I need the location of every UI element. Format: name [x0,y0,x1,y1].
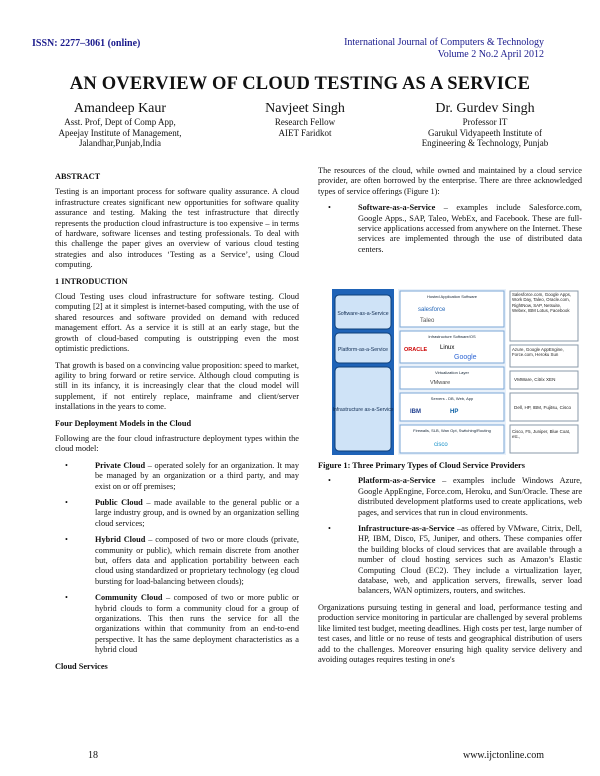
author-3 [390,100,580,149]
list-item: • Private Cloud – operated solely for an organization. It may be managed by an organization or a third party, and may exist on or off premises; [65,460,300,491]
tier-label: Firewalls, SLB, Wan Opt, Switching/Routing [413,428,491,433]
left-column [55,172,299,677]
layer-iaas-label: Infrastructure as-a-Service [332,407,394,413]
iaas-vendors-virtualization: VMWare, Citrix XEN [514,377,556,382]
logo-linux: Linux [440,345,455,351]
logo-salesforce: salesforce [418,307,446,313]
author-1 [30,100,210,149]
list-term: Platform-as-a-Service [358,476,436,486]
abstract-text: Testing is an important process for software quality assurance. A cloud infrastructure creates significant new opportunities for software quality assurance and testing. Making the test infrastructure that directly represents the production cloud infrastructure is too expensive – in terms of hardware, software licenses and testing professionals. To deal with this challenge the paper gives an overview of various cloud testing strategies and also introduces ‘Testing as a Service’, using Cloud computing. [55,187,299,270]
author-affiliation: Research Fellow [274,117,336,127]
abstract-heading: ABSTRACT [55,172,101,181]
logo-vmware: VMware [430,380,451,386]
logo-cisco: cisco [434,442,448,448]
logo-hp: HP [450,409,459,415]
author-affiliation: Apeejay Institute of Management, [58,127,182,138]
right-column-bottom [318,461,582,671]
tier-label: Infrastructure Software/OS [428,334,476,339]
author-name: Dr. Gurdev Singh [435,101,535,116]
author-affiliation: Asst. Prof, Dept of Comp App, [64,117,176,127]
list-term: Software-as-a-Service [358,203,436,213]
iaas-vendors-servers: Dell, HP, IBM, Fujitsu, Cisco [514,405,572,410]
paper-title: AN OVERVIEW OF CLOUD TESTING AS A SERVICE [69,74,531,94]
list-item: • Community Cloud – composed of two or more public or hybrid clouds to form a community cloud for a group of organizations. This then runs the service for all the organizations within that community from an end-to-end perspective. It has the same deployment characteristics as a hybrid cloud [65,593,299,655]
logo-oracle: ORACLE [404,347,428,353]
deployment-intro: Following are the four cloud infrastructure deployment types within the cloud model: [55,433,299,454]
layer-paas-label: Platform-as-a-Service [337,347,389,353]
list-item: • Public Cloud – made available to the general public or a large industry group, and is owned by an organization selling cloud services; [65,497,300,528]
author-affiliation: Garukul Vidyapeeth Institute of [427,127,543,138]
page-number: 18 [88,750,98,761]
author-2 [230,100,380,138]
tier-label: Virtualization Layer [435,370,469,375]
saas-list [318,203,582,255]
layer-saas-label: Software-as-a-Service [337,311,389,317]
iaas-vendors-network: Cisco, F5, Juniper, Blue Coat, etc., [512,429,571,440]
list-text: – examples include Windows Azure, Google AppEngine, Force.com, Heroku, and Sun/Oracle. These are distributed development platforms used to create applications, web pages, and services that run in cloud environments. [358,476,582,517]
list-text: – composed of two or more public or hybrid clouds to form a community cloud for a group of organizations. This then runs the service for all the organizations within that community from an end-to-end perspective. It has the same deployment characteristics as a hybrid cloud [95,593,299,655]
testing-challenges-paragraph: Organizations pursuing testing in general and load, performance testing and production service monitoring in particular are challenged by several problems like limited test budget, meeting deadlines. High costs per test, large number of test cases, and little or no reuse of tests and geographical distribution of users add to the challenges. Moreover ensuring high quality service delivery and avoiding outages requires testing in one's [318,602,582,664]
journal-name: International Journal of Computers & Technology [344,37,544,48]
list-item: • Hybrid Cloud – composed of two or more clouds (private, community or public), which remain discrete from another but, offers data and application portability between each cloud using standardized or proprietary technology (eg cloud bursting for load-balancing between clouds); [65,535,299,586]
list-term: Community Cloud [95,593,163,603]
list-term: Public Cloud [95,497,143,507]
list-item: • Software-as-a-Service – examples include Salesforce.com, Google Apps., SAP, Taleo, WebEx, and Facebook. These are full-service applications accessed from anywhere on the Internet. These services are implemented through the use of distributed data centers. [328,203,582,254]
saas-vendors: Salesforce.com, Google Apps, Work Day, Taleo, Oracle.com, RightNow, SAP, Netsuite, Webex, IBM Lotus, Facebook [512,292,572,313]
author-affiliation: AIET Faridkot [278,127,332,138]
list-term: Private Cloud [95,460,146,470]
tier-label: Servers - DB, Web, App [430,396,474,401]
list-item: • Infrastructure-as-a-Service –as offered by VMware, Citrix, Dell, HP, IBM, Disco, F5, Juniper, and others. These companies offer the building blocks of cloud services that are available through a number of cloud hosting services such as Amazon’s Elastic Computing Cloud (EC2). They include a virtualization layer, database, web, and application servers, firewalls, server load balancers, WAN optimizers, routers, and switches. [328,524,582,596]
paas-iaas-list [318,476,582,596]
figure-graphic [330,287,580,457]
cloud-services-heading: Cloud Services [55,661,108,671]
figure-cloud-service-stack [330,287,580,457]
list-term: Hybrid Cloud [95,535,146,545]
journal-url[interactable]: www.ijctonline.com [462,750,544,761]
list-text: –as offered by VMware, Citrix, Dell, HP, IBM, Disco, F5, Juniper, and others. These companies offer the building blocks of cloud services that are available through a number of cloud hosting services such as Amazon’s Elastic Computing Cloud (EC2). They include a virtualization layer, database, web, and application servers, firewalls, server load balancers, WAN optimizers, routers, and switches. [358,524,582,596]
deployment-heading: Four Deployment Models in the Cloud [55,418,192,428]
author-name: Navjeet Singh [265,101,345,116]
services-intro: The resources of the cloud, while owned and maintained by a cloud service provider, are often borrowed by the enterprise. There are three acknowledged types of service offerings (Figure 1): [318,166,582,196]
list-text: – examples include Salesforce.com, Google Apps., SAP, Taleo, WebEx, and Facebook. These are full-service applications accessed from anywhere on the Internet. These services are implemented through the use of distributed data centers. [358,203,582,254]
journal-volume: Volume 2 No.2 April 2012 [437,49,544,60]
author-name: Amandeep Kaur [73,101,167,116]
intro-paragraph-2: That growth is based on a convincing value proposition: speed to market, agility to bring forward or retire service. Although cloud computing is still in its infancy, it is increasingly clear that the cloud model will supplement, if not entirely replace, mainframe and client/server installations in the years to come. [55,360,299,412]
list-item: • Platform-as-a-Service – examples include Windows Azure, Google AppEngine, Force.com, Heroku, and Sun/Oracle. These are distributed development platforms used to create applications, web pages, and services that run in cloud environments. [328,476,582,517]
figure-caption: Figure 1: Three Primary Types of Cloud Service Providers [318,461,525,470]
tier-label: Hosted Application Software [426,294,478,299]
logo-taleo: Taleo [420,318,435,324]
logo-ibm: IBM [410,409,421,415]
list-text: – operated solely for an organization. It may be managed by an organization or a third party, and may exist on or off premises; [95,460,300,491]
list-text: – made available to the general public or a large industry group, and is owned by an organization selling cloud services; [95,497,300,528]
logo-google: Google [454,354,477,361]
right-column-top [318,166,582,261]
intro-heading: 1 INTRODUCTION [55,276,128,286]
author-affiliation: Engineering & Technology, Punjab [421,138,549,148]
paas-vendors: Azure, Google AppEngine, Force.com, Heroku Sun [512,347,564,358]
deployment-list [55,461,299,656]
author-affiliation: Jalandhar,Punjab,India [78,138,162,148]
list-text: – composed of two or more clouds (private, community or public), which remain discrete from another but, offers data and application portability between each cloud using standardized or proprietary technology (eg cloud bursting for load-balancing between clouds); [95,535,299,586]
issn-label: ISSN: 2277–3061 (online) [32,38,141,49]
intro-paragraph-1: Cloud Testing uses cloud infrastructure for software testing. Cloud computing [2] at it simplest is internet-based computing, with the use of shared resources and software provided on demand with reduced management effort. As a service it is still at an early stage, but the growth of cloud-based computing is outstripping even the most optimistic predictions. [55,292,299,354]
author-affiliation: Professor IT [462,117,508,127]
list-term: Infrastructure-as-a-Service [358,524,455,534]
